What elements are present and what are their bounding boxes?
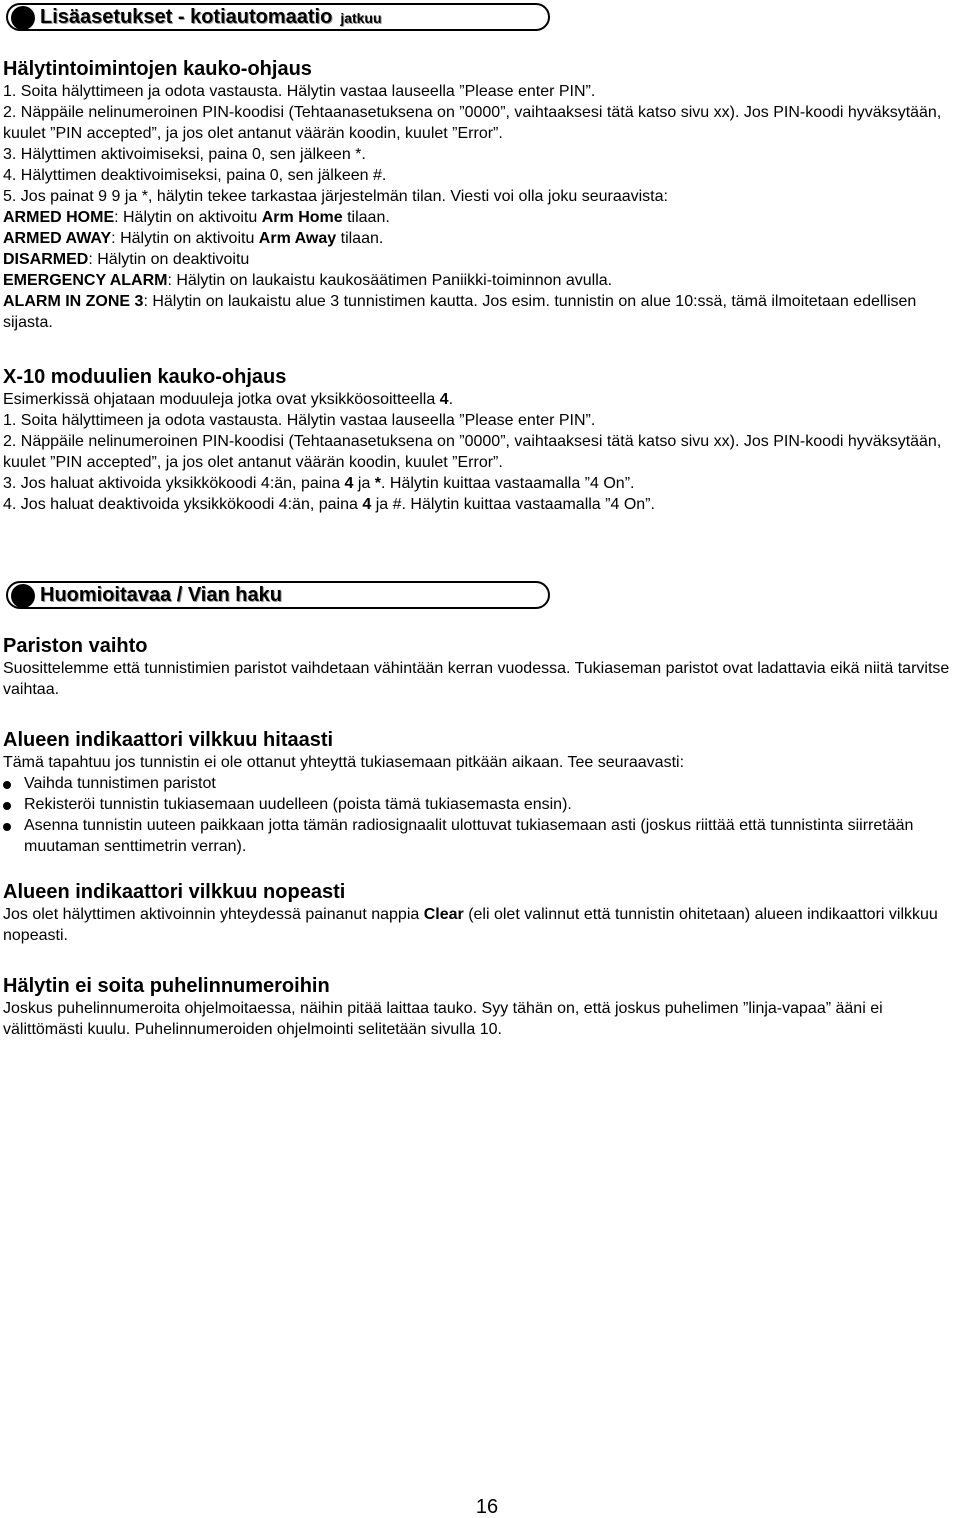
battery-section	[3, 634, 958, 700]
step-5: 5. Jos painat 9 9 ja *, hälytin tekee tarkastaa järjestelmän tilan. Viesti voi olla joku seuraavista:	[3, 188, 668, 205]
status-armed-home: ARMED HOME: Hälytin on aktivoitu Arm Home tilaan.	[3, 209, 390, 226]
x10-remote-section	[3, 365, 958, 515]
step-1: 1. Soita hälyttimeen ja odota vastausta. Hälytin vastaa lauseella ”Please enter PIN”.	[3, 412, 596, 429]
step-2: 2. Näppäile nelinumeroinen PIN-koodisi (Tehtaanasetuksena on ”0000”, vaihtaaksesi tätä katso sivu xx). Jos PIN-koodi hyväksytään, kuulet ”PIN accepted”, ja jos olet antanut väärän koodin, kuulet ”Error”.	[3, 433, 942, 471]
bullet-list	[3, 773, 958, 857]
banner-subtitle: jatkuu	[340, 10, 382, 26]
section-body: Suosittelemme että tunnistimien paristot vaihdetaan vähintään kerran vuodessa. Tukiaseman paristot ovat ladattavia eikä niitä tarvitse vaihtaa.	[3, 660, 950, 698]
fast-blink-section	[3, 880, 958, 946]
section-banner	[6, 581, 550, 609]
list-item: Rekisteröi tunnistin tukiasemaan uudelleen (poista tämä tukiasemasta ensin).	[3, 794, 958, 815]
page-number: 16	[475, 1496, 499, 1518]
section-heading: Alueen indikaattori vilkkuu nopeasti	[3, 881, 346, 903]
step-4: 4. Hälyttimen deaktivoimiseksi, paina 0, sen jälkeen #.	[3, 167, 387, 184]
bullet-circle-icon	[11, 584, 35, 608]
phone-section	[3, 974, 958, 1040]
section-body: Jos olet hälyttimen aktivoinnin yhteydessä painanut nappia Clear (eli olet valinnut että tunnistin ohitetaan) alueen indikaattori vilkkuu nopeasti.	[3, 906, 938, 944]
status-alarm-in-zone: ALARM IN ZONE 3: Hälytin on laukaistu alue 3 tunnistimen kautta. Jos esim. tunnistin on alue 10:ssä, tämä ilmoitetaan edellisen sijasta.	[3, 293, 917, 331]
alarm-remote-section	[3, 57, 958, 333]
step-1: 1. Soita hälyttimeen ja odota vastausta. Hälytin vastaa lauseella ”Please enter PIN”.	[3, 83, 596, 100]
section-heading: Alueen indikaattori vilkkuu hitaasti	[3, 729, 334, 751]
section-body: Joskus puhelinnumeroita ohjelmoitaessa, näihin pitää laittaa tauko. Syy tähän on, että joskus puhelimen ”linja-vapaa” ääni ei välittömästi kuulu. Puhelinnumeroiden ohjelmointi selitetään sivulla 10.	[3, 1000, 883, 1038]
banner-title: Huomioitavaa / Vian haku	[40, 584, 282, 606]
status-emergency-alarm: EMERGENCY ALARM: Hälytin on laukaistu kaukosäätimen Paniikki-toiminnon avulla.	[3, 272, 613, 289]
banner-title: Lisäasetukset - kotiautomaatio jatkuu	[40, 6, 382, 28]
x10-intro: Esimerkissä ohjataan moduuleja jotka ovat yksikköosoitteella 4.	[3, 391, 454, 408]
slow-blink-section	[3, 728, 958, 857]
section-heading: Pariston vaihto	[3, 635, 148, 657]
list-item: Vaihda tunnistimen paristot	[3, 773, 958, 794]
list-item: Asenna tunnistin uuteen paikkaan jotta tämän radiosignaalit ulottuvat tukiasemaan asti (joskus riittää että tunnistinta siirretään muutaman senttimetrin verran).	[3, 815, 958, 857]
section-heading: X-10 moduulien kauko-ohjaus	[3, 366, 287, 388]
section-body: Tämä tapahtuu jos tunnistin ei ole ottanut yhteyttä tukiasemaan pitkään aikaan. Tee seuraavasti:	[3, 754, 685, 771]
step-2: 2. Näppäile nelinumeroinen PIN-koodisi (Tehtaanasetuksena on ”0000”, vaihtaaksesi tätä katso sivu xx). Jos PIN-koodi hyväksytään, kuulet ”PIN accepted”, ja jos olet antanut väärän koodin, kuulet ”Error”.	[3, 104, 942, 142]
step-3: 3. Jos haluat aktivoida yksikkökoodi 4:än, paina 4 ja *. Hälytin kuittaa vastaamalla ”4 On”.	[3, 475, 635, 492]
status-armed-away: ARMED AWAY: Hälytin on aktivoitu Arm Away tilaan.	[3, 230, 384, 247]
status-disarmed: DISARMED: Hälytin on deaktivoitu	[3, 251, 250, 268]
step-4: 4. Jos haluat deaktivoida yksikkökoodi 4:än, paina 4 ja #. Hälytin kuittaa vastaamalla ”4 On”.	[3, 496, 655, 513]
section-banner	[6, 3, 550, 31]
bullet-circle-icon	[11, 6, 35, 30]
step-3: 3. Hälyttimen aktivoimiseksi, paina 0, sen jälkeen *.	[3, 146, 366, 163]
section-heading: Hälytintoimintojen kauko-ohjaus	[3, 58, 312, 80]
section-heading: Hälytin ei soita puhelinnumeroihin	[3, 975, 330, 997]
